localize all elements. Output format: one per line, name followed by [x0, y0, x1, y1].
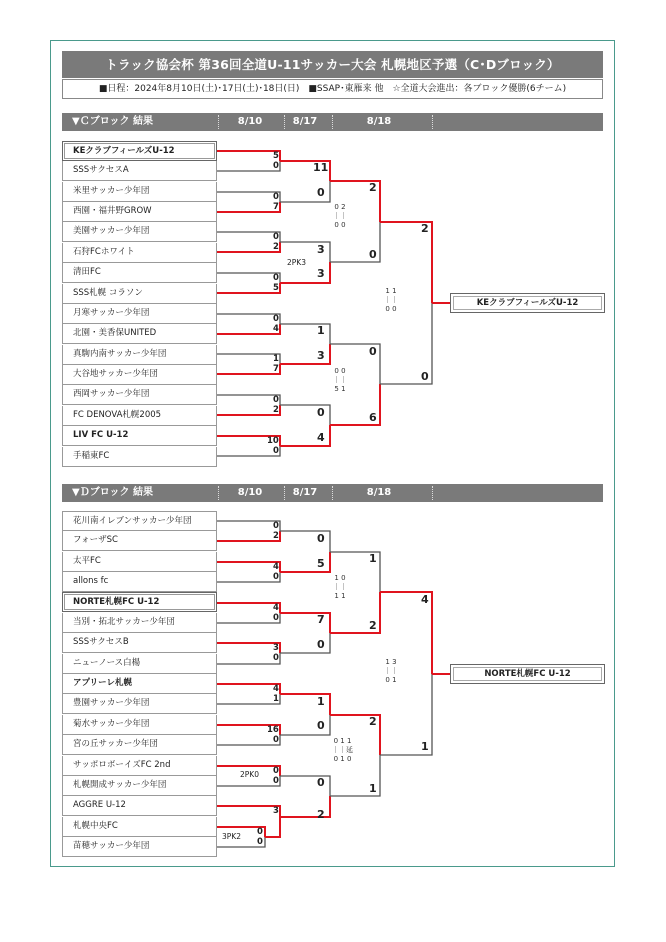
pk-d-r1-2: 3PK2 — [222, 832, 241, 841]
score-c-r1-6b: 7 — [273, 364, 279, 374]
team-d-9: アプリーレ札幌 — [62, 674, 217, 694]
block-c-date-r1: 8/10 — [237, 116, 263, 127]
agg-c-sf-1: 0 2 ｜｜ 0 0 — [333, 203, 347, 229]
score-d-r2-2b: 0 — [317, 638, 325, 651]
block-d-date-r2: 8/17 — [292, 487, 318, 498]
team-c-4: 西園・福井野GROW — [62, 202, 217, 222]
team-c-14: FC DENOVA札幌2005 — [62, 406, 217, 426]
score-c-r1-3b: 2 — [273, 242, 279, 252]
team-d-16: 札幌中央FC — [62, 817, 217, 837]
score-c-sf-1b: 0 — [369, 248, 377, 261]
score-c-r1-3a: 0 — [273, 232, 279, 242]
block-d-date-r1: 8/10 — [237, 487, 263, 498]
team-d-15: AGGRE U-12 — [62, 796, 217, 816]
team-c-13: 西岡サッカー少年団 — [62, 385, 217, 405]
score-d-r1-2a: 4 — [273, 562, 279, 572]
score-c-r1-8a: 10 — [267, 436, 279, 446]
team-c-2: SSSサクセスA — [62, 161, 217, 181]
score-d-r2-4a: 0 — [317, 776, 325, 789]
team-d-17: 苗穂サッカー少年団 — [62, 837, 217, 857]
team-c-1: KEクラブフィールズU-12 — [62, 141, 217, 161]
score-d-r1-6a: 16 — [267, 725, 279, 735]
pk-c-r2: 2PK3 — [287, 258, 306, 267]
score-c-r1-5a: 0 — [273, 314, 279, 324]
score-c-r2-2a: 3 — [317, 243, 325, 256]
score-c-sf-2a: 0 — [369, 345, 377, 358]
pk-d-r1-1: 2PK0 — [240, 770, 259, 779]
score-d-final-b: 1 — [421, 740, 429, 753]
score-d-r2-3b: 0 — [317, 719, 325, 732]
team-d-8: ニューノース白楊 — [62, 654, 217, 674]
team-d-3: 太平FC — [62, 552, 217, 572]
team-c-15: LIV FC U-12 — [62, 426, 217, 446]
block-d-winner: NORTE札幌FC U-12 — [450, 664, 605, 684]
team-d-4: allons fc — [62, 572, 217, 592]
team-c-12: 大谷地サッカー少年団 — [62, 365, 217, 385]
score-c-r1-7a: 0 — [273, 395, 279, 405]
team-d-7: SSSサクセスB — [62, 633, 217, 653]
score-c-r1-1b: 0 — [273, 161, 279, 171]
score-d-r1-9b: 0 — [257, 837, 263, 847]
score-d-r1-3a: 4 — [273, 603, 279, 613]
score-d-r1-5b: 1 — [273, 694, 279, 704]
score-c-r1-2b: 7 — [273, 202, 279, 212]
team-c-11: 真駒内南サッカー少年団 — [62, 345, 217, 365]
score-c-r1-4b: 5 — [273, 283, 279, 293]
score-d-r1-1a: 0 — [273, 521, 279, 531]
team-d-14: 札幌開成サッカー少年団 — [62, 776, 217, 796]
agg-d-final: 1 3 ｜｜ 0 1 — [384, 658, 398, 684]
block-d-title: ▼Ｄブロック 結果 — [72, 487, 153, 498]
block-c-winner: KEクラブフィールズU-12 — [450, 293, 605, 313]
team-c-8: SSS札幌 コラソン — [62, 284, 217, 304]
score-d-r1-4a: 3 — [273, 643, 279, 653]
team-c-6: 石狩FCホワイト — [62, 243, 217, 263]
agg-c-sf-2: 0 0 ｜｜ 5 1 — [333, 367, 347, 393]
score-c-r1-4a: 0 — [273, 273, 279, 283]
score-c-r1-5b: 4 — [273, 324, 279, 334]
team-c-16: 手稲東FC — [62, 447, 217, 467]
score-c-r1-1a: 5 — [273, 151, 279, 161]
score-c-r2-4a: 0 — [317, 406, 325, 419]
score-d-sf-1b: 2 — [369, 619, 377, 632]
score-c-r1-8b: 0 — [273, 446, 279, 456]
score-c-r2-3b: 3 — [317, 349, 325, 362]
block-c-date-r3: 8/18 — [366, 116, 392, 127]
score-d-r1-5a: 4 — [273, 684, 279, 694]
agg-d-sf-1: 1 0 ｜｜ 1 1 — [333, 574, 347, 600]
score-d-r1-3b: 0 — [273, 613, 279, 623]
team-c-10: 北園・美香保UNITED — [62, 324, 217, 344]
score-c-r2-4b: 4 — [317, 431, 325, 444]
score-d-r1-9a: 0 — [257, 827, 263, 837]
score-c-r1-6a: 1 — [273, 354, 279, 364]
team-d-13: サッポロボーイズFC 2nd — [62, 756, 217, 776]
team-d-10: 豊園サッカー少年団 — [62, 694, 217, 714]
score-d-sf-2a: 2 — [369, 715, 377, 728]
score-d-sf-2b: 1 — [369, 782, 377, 795]
score-c-r2-1a: 11 — [313, 161, 329, 174]
score-d-r1-8a: 3 — [273, 806, 279, 816]
score-d-sf-1a: 1 — [369, 552, 377, 565]
score-d-r1-1b: 2 — [273, 531, 279, 541]
score-c-sf-1a: 2 — [369, 181, 377, 194]
score-c-r1-7b: 2 — [273, 405, 279, 415]
score-c-r2-2b: 3 — [317, 267, 325, 280]
score-d-r2-1b: 5 — [317, 557, 325, 570]
score-d-r2-4b: 2 — [317, 808, 325, 821]
block-c-title: ▼Ｃブロック 結果 — [72, 116, 153, 127]
score-d-r1-4b: 0 — [273, 653, 279, 663]
score-d-r2-1a: 0 — [317, 532, 325, 545]
score-c-r1-2a: 0 — [273, 192, 279, 202]
page-title: トラック協会杯 第36回全道U-11サッカー大会 札幌地区予選（C･Dブロック） — [62, 51, 603, 78]
team-c-7: 清田FC — [62, 263, 217, 283]
score-c-r2-3a: 1 — [317, 324, 325, 337]
score-d-r1-7a: 0 — [273, 766, 279, 776]
team-d-12: 宮の丘サッカー少年団 — [62, 735, 217, 755]
score-d-r1-2b: 0 — [273, 572, 279, 582]
score-d-r1-7b: 0 — [273, 776, 279, 786]
score-d-r2-3a: 1 — [317, 695, 325, 708]
score-c-final-a: 2 — [421, 222, 429, 235]
agg-c-final: 1 1 ｜｜ 0 0 — [384, 287, 398, 313]
team-c-9: 月寒サッカー少年団 — [62, 304, 217, 324]
team-d-2: フォーザSC — [62, 531, 217, 551]
agg-d-sf-2: 0 1 1 ｜｜延 0 1 0 — [332, 737, 353, 763]
score-c-final-b: 0 — [421, 370, 429, 383]
score-d-r2-2a: 7 — [317, 613, 325, 626]
block-c-date-r2: 8/17 — [292, 116, 318, 127]
team-d-1: 花川南イレブンサッカー少年団 — [62, 511, 217, 531]
score-c-sf-2b: 6 — [369, 411, 377, 424]
score-c-r2-1b: 0 — [317, 186, 325, 199]
team-c-3: 米里サッカー少年団 — [62, 182, 217, 202]
team-d-6: 当別・拓北サッカー少年団 — [62, 613, 217, 633]
schedule-info: ■日程：2024年8月10日(土)･17日(土)･18日(日) ■SSAP･東雁来 他 ☆全道大会進出：各ブロック優勝(6チーム) — [62, 79, 603, 99]
team-d-11: 菊水サッカー少年団 — [62, 715, 217, 735]
team-c-5: 美園サッカー少年団 — [62, 222, 217, 242]
team-d-5: NORTE札幌FC U-12 — [62, 592, 217, 612]
score-d-r1-6b: 0 — [273, 735, 279, 745]
block-d-date-r3: 8/18 — [366, 487, 392, 498]
score-d-final-a: 4 — [421, 593, 429, 606]
